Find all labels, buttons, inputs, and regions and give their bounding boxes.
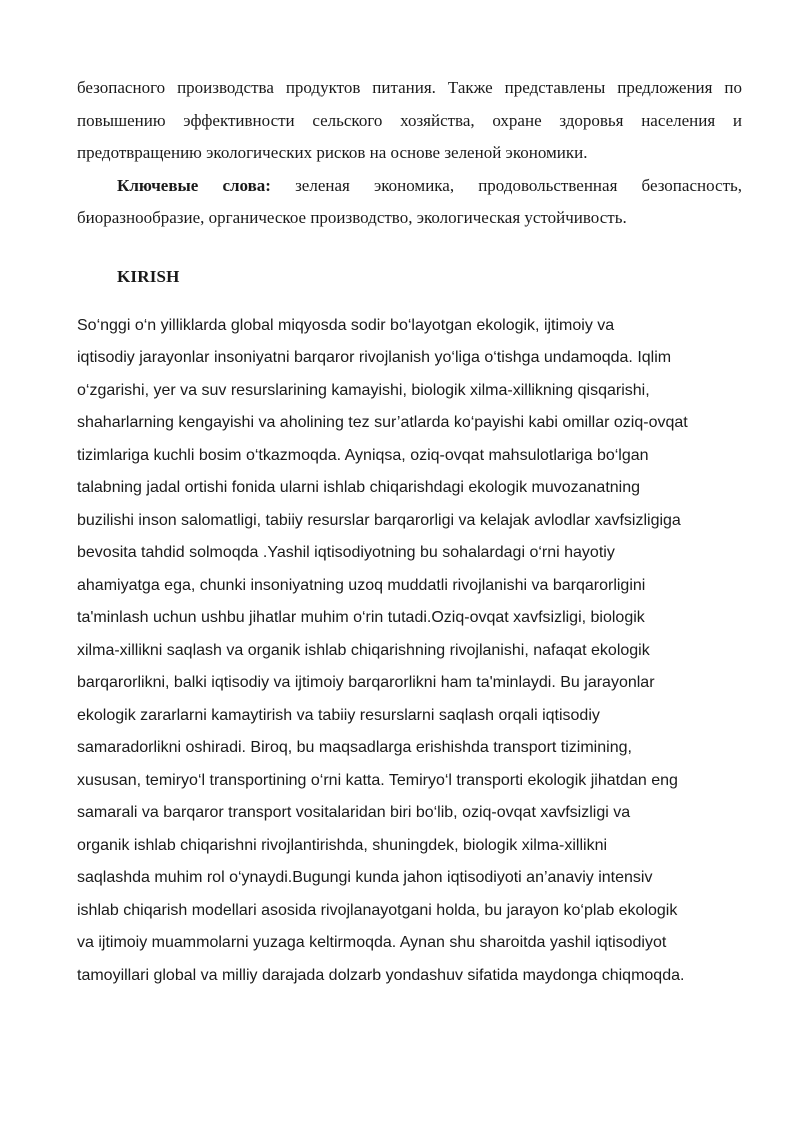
body-line: So‘nggi o‘n yilliklarda global miqyosda sodir bo‘layotgan ekologik, ijtimoiy va (77, 316, 615, 334)
body-line: o‘zgarishi, yer va suv resurslarining kamayishi, biologik xilma-xillikning qisqarishi, (77, 381, 650, 399)
section-heading: KIRISH (117, 266, 180, 286)
body-line: ekologik zararlarni kamaytirish va tabiiy resurslarni saqlash orqali iqtisodiy (77, 706, 600, 724)
document-page (77, 72, 742, 992)
body-line: buzilishi inson salomatligi, tabiiy resurslar barqarorligi va kelajak avlodlar xavfsizligiga (77, 511, 681, 529)
body-line: bevosita tahdid solmoqda .Yashil iqtisodiyotning bu sohalardagi o‘rni hayotiy (77, 544, 615, 561)
body-line: barqarorlikni, balki iqtisodiy va ijtimoiy barqarorlikni ham ta'minlaydi. Bu jarayonlar (77, 674, 655, 691)
body-line: shaharlarning kengayishi va aholining tez sur’atlarda ko‘payishi kabi omillar oziq-ovqat (77, 414, 688, 431)
keywords-paragraph (77, 170, 742, 235)
body-line: saqlashda muhim rol o‘ynaydi.Bugungi kunda jahon iqtisodiyoti an’anaviy intensiv (77, 869, 653, 886)
body-line: ta'minlash uchun ushbu jihatlar muhim o‘rin tutadi.Oziq-ovqat xavfsizligi, biologik (77, 609, 645, 626)
body-line: ahamiyatga ega, chunki insoniyatning uzoq muddatli rivojlanishi va barqarorligini (77, 576, 646, 594)
body-line: iqtisodiy jarayonlar insoniyatni barqaror rivojlanish yo‘liga o‘tishga undamoqda. Iqlim (77, 349, 672, 366)
body-line: xususan, temiryo‘l transportining o‘rni katta. Temiryo‘l transporti ekologik jihatdan eng (77, 771, 678, 789)
body-line: tamoyillari global va milliy darajada dolzarb yondashuv sifatida maydonga chiqmoqda. (77, 966, 685, 984)
keywords-label: Ключевые слова: (117, 175, 271, 195)
body-line: tizimlariga kuchli bosim o‘tkazmoqda. Ayniqsa, oziq-ovqat mahsulotlariga bo‘lgan (77, 446, 649, 464)
body-line: va ijtimoiy muammolarni yuzaga keltirmoqda. Aynan shu sharoitda yashil iqtisodiyot (77, 934, 667, 951)
body-line: ishlab chiqarish modellari asosida rivojlanayotgani holda, bu jarayon ko‘plab ekologik (77, 901, 678, 919)
introduction-body (77, 310, 742, 993)
abstract-continuation: безопасного производства продуктов питания. Также представлены предложения по повышению эффективности сельского хозяйства, охране здоровья населения и предотвращению экологических рисков на основе зеленой экономики. (77, 78, 742, 162)
body-line: organik ishlab chiqarishni rivojlantirishda, shuningdek, biologik xilma-xillikni (77, 836, 608, 854)
body-line: samarali va barqaror transport vositalaridan biri bo‘lib, oziq-ovqat xavfsizligi va (77, 804, 631, 821)
body-line: xilma-xillikni saqlash va organik ishlab chiqarishning rivojlanishi, nafaqat ekologik (77, 641, 650, 659)
body-line: samaradorlikni oshiradi. Biroq, bu maqsadlarga erishishda transport tizimining, (77, 739, 632, 756)
body-line: talabning jadal ortishi fonida ularni ishlab chiqarishdagi ekologik muvozanatning (77, 479, 641, 496)
keywords-text: зеленая экономика, продовольственная безопасность, биоразнообразие, органическое производство, экологическая устойчивость. (77, 175, 742, 227)
